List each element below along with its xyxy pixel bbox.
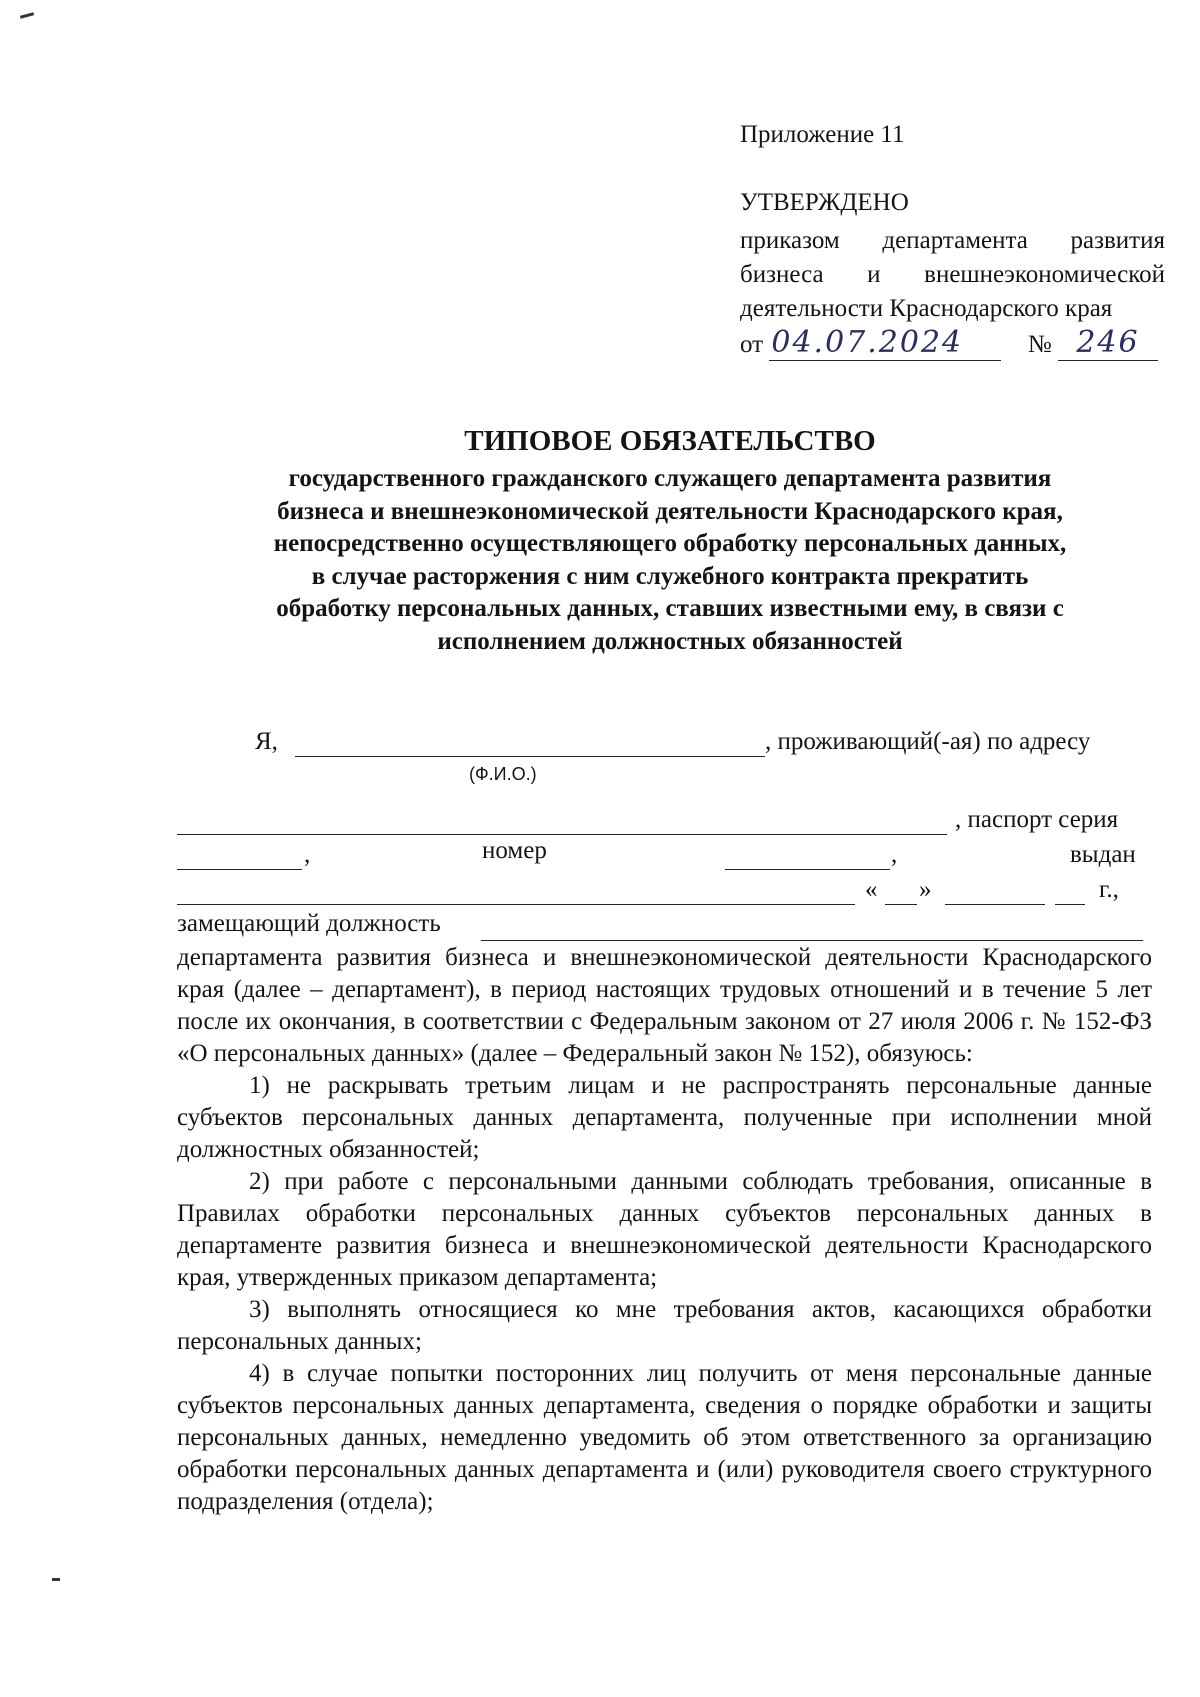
obligation-text: [177, 942, 1152, 1518]
handwritten-date: 04.07.2024: [769, 326, 1001, 361]
document-title: ТИПОВОЕ ОБЯЗАТЕЛЬСТВО: [464, 425, 876, 457]
fio-caption: (Ф.И.О.): [469, 764, 537, 784]
obligation-item-3: 3) выполнять относящиеся ко мне требования актов, касающихся обработки персональных данных;: [177, 1296, 1152, 1355]
passport-series-label: , паспорт серия: [955, 806, 1119, 833]
year-suffix: г.,: [1099, 876, 1119, 903]
document-subtitle: государственного гражданского служащего департамента развития бизнеса и внешнеэкономической деятельности Краснодарского края, непосредственно осуществляющего обработку персональных данных, в случае расторжения с ним служебного контракта прекратить обработку персональных данных, ставших известными ему, в связи с исполнением должностных обязанностей: [273, 465, 1067, 655]
approval-line-3: деятельности Краснодарского края: [740, 295, 1113, 322]
residing-label: , проживающий(-ая) по адресу: [765, 728, 1091, 755]
address-blank[interactable]: [177, 834, 947, 835]
obligation-item-4: 4) в случае попытки посторонних лиц получить от меня персональные данные субъектов персональных данных департамента, сведения о порядке обработки и защиты персональных данных, немедленно уведомить об этом ответственного за организацию обработки персональных данных департамента и (или) руководителя своего структурного подразделения (отдела);: [177, 1360, 1152, 1515]
quote-open: «: [865, 876, 878, 903]
scan-mark: [52, 1578, 60, 1581]
approved-label: УТВЕРЖДЕНО: [740, 189, 909, 216]
form-row-position: [177, 910, 1152, 944]
scan-mark: [20, 12, 34, 19]
form-row-address: [177, 806, 1152, 840]
passport-number-blank[interactable]: [725, 869, 890, 870]
ya-label: Я,: [255, 728, 278, 755]
issue-day-blank[interactable]: [885, 904, 917, 905]
issue-year-blank[interactable]: [1055, 904, 1085, 905]
issue-month-blank[interactable]: [945, 904, 1045, 905]
approval-line-1: приказом департамента развития: [740, 227, 1165, 254]
comma: ,: [304, 841, 311, 868]
issued-by-blank[interactable]: [177, 904, 855, 905]
obligation-item-1: 1) не раскрывать третьим лицам и не распространять персональные данные субъектов персональных данных департамента, полученные при исполнении мной должностных обязанностей;: [177, 1072, 1152, 1163]
passport-number-label: номер: [482, 837, 547, 864]
approval-line-2: бизнеса и внешнеэкономической: [740, 261, 1165, 288]
number-prefix: №: [1027, 331, 1052, 358]
form-row-issued: [177, 876, 1152, 910]
approval-block: [740, 118, 1165, 364]
quote-close: »: [919, 876, 932, 903]
handwritten-number: 246: [1058, 326, 1158, 361]
obligation-item-2: 2) при работе с персональными данными соблюдать требования, описанные в Правилах обработки персональных данных субъектов персональных данных в департаменте развития бизнеса и внешнеэкономической деятельности Краснодарского края, утвержденных приказом департамента;: [177, 1168, 1152, 1291]
order-date-number-line: [740, 326, 1165, 364]
comma: ,: [891, 841, 898, 868]
position-blank[interactable]: [481, 940, 1143, 941]
form-row-passport: [177, 837, 1152, 875]
document-title-block: [270, 423, 1070, 658]
date-prefix: от: [740, 331, 764, 358]
passport-series-blank[interactable]: [177, 869, 302, 870]
intro-paragraph: департамента развития бизнеса и внешнеэкономической деятельности Краснодарского края (далее – департамент), в период настоящих трудовых отношений и в течение 5 лет после их окончания, в соответствии с Федеральным законом от 27 июля 2006 г. № 152-ФЗ «О персональных данных» (далее – Федеральный закон № 152), обязуюсь:: [177, 944, 1152, 1067]
appendix-label: Приложение 11: [740, 121, 905, 148]
fio-blank[interactable]: [295, 756, 765, 757]
position-label: замещающий должность: [177, 910, 441, 937]
issued-label: выдан: [1070, 841, 1136, 868]
form-row-name: [177, 728, 1152, 762]
